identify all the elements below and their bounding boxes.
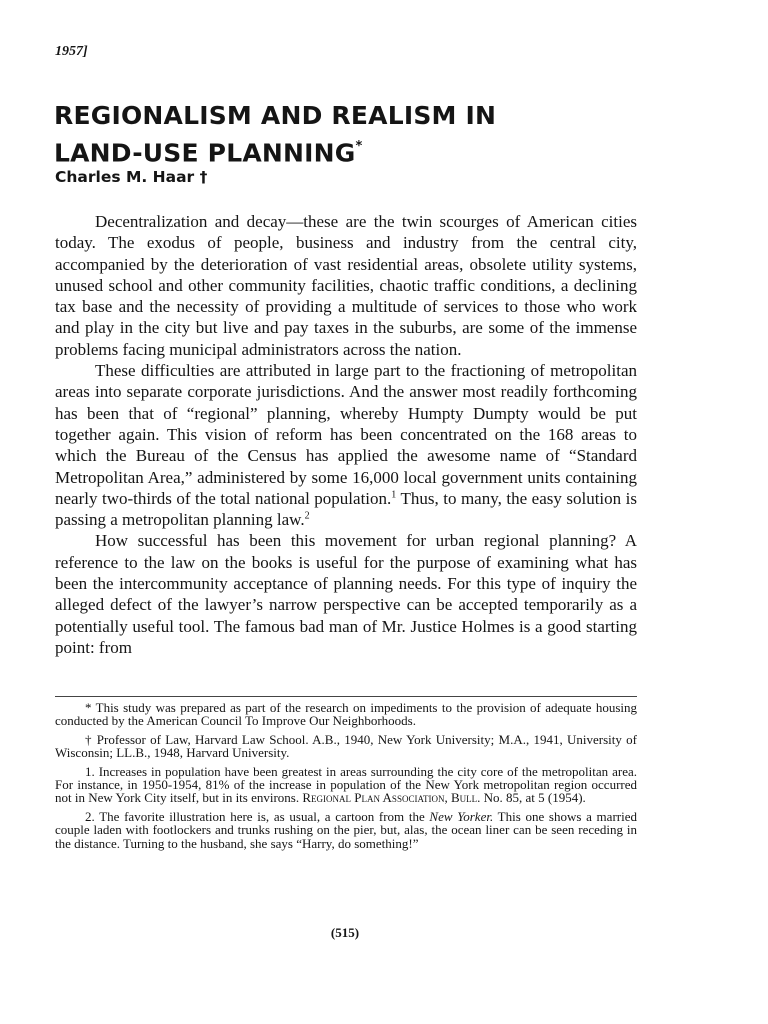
footnote-star: * This study was prepared as part of the research on impediments to the provision of adequate housing conducted by the American Council To Improve Our Neighborhoods. (55, 700, 637, 729)
footnote-ref-1[interactable]: 1 (391, 489, 397, 501)
footnote-divider (55, 696, 637, 697)
title-line-2: LAND-USE PLANNING (54, 138, 356, 168)
footnote-dagger: † Professor of Law, Harvard Law School. A.B., 1940, New York University; M.A., 1941, University of Wisconsin; LL.B., 1948, Harvard University. (55, 731, 637, 761)
body-paragraph-2 (55, 360, 637, 530)
footnote-1-text-a: 1. Increases in population have been greatest in areas surrounding the city core of the metropolitan area. For instance, in 1950-1954, 81% of the increase in population of the New York metropolitan region occurred not in New York City itself, but in its environs. (55, 763, 637, 806)
footnote-1-source: Regional Plan Association, Bull. (302, 790, 481, 806)
title-footnote-mark: * (355, 139, 363, 154)
article-body (55, 211, 637, 658)
footnotes-section (55, 701, 637, 855)
author-name: Charles M. Haar † (55, 168, 208, 186)
body-paragraph-1: Decentralization and decay—these are the twin scourges of American cities today. The exodus of people, business and industry from the central city, accompanied by the deterioration of vast residential areas, obsolete utility systems, unused school and other community facilities, chaotic traffic conditions, a declining tax base and the necessity of providing a multitude of services to those who work and play in the city but live and pay taxes in the suburbs, are some of the immense problems facing municipal administrators across the nation. (55, 212, 637, 359)
title-line-1: REGIONALISM AND REALISM IN (54, 101, 497, 130)
footnote-2-text-a: 2. The favorite illustration here is, as usual, a cartoon from the (85, 808, 430, 824)
footnote-2-magazine: New Yorker. (429, 808, 494, 824)
body-paragraph-3: How successful has been this movement for urban regional planning? A reference to the law on the books is useful for the purpose of examining what has been the intercommunity acceptance of planning needs. For this type of inquiry the alleged defect of the lawyer’s narrow perspective can be accepted temporarily as a potentially useful tool. The famous bad man of Mr. Justice Holmes is a good starting point: from (55, 531, 637, 657)
footnote-2 (55, 810, 637, 850)
article-title (54, 99, 614, 169)
footnote-2-text-b: This one shows a married couple laden with footlockers and trunks rushing on the pier, but, alas, the ocean liner can be seen receding in the distance. Turning to the husband, she says “Harry, do something!” (55, 808, 637, 851)
footnote-ref-2[interactable]: 2 (304, 510, 310, 522)
body-paragraph-2-part-a: These difficulties are attributed in large part to the fractioning of metropolitan areas into separate corporate jurisdictions. And the answer most readily forthcoming has been that of “regional” planning, whereby Humpty Dumpty would be put together again. This vision of reform has been concentrated on the 168 areas to which the Bureau of the Census has applied the awesome name of “Standard Metropolitan Area,” administered by some 16,000 local government units containing nearly two-thirds of the total national population. (55, 361, 637, 508)
page-number: (515) (330, 925, 360, 940)
footnote-1 (55, 765, 637, 805)
body-paragraph-2-part-b: Thus, to many, the easy solution is passing a metropolitan planning law. (55, 488, 637, 530)
running-header-year: 1957] (55, 44, 88, 59)
footnote-1-text-b: No. 85, at 5 (1954). (480, 790, 586, 806)
